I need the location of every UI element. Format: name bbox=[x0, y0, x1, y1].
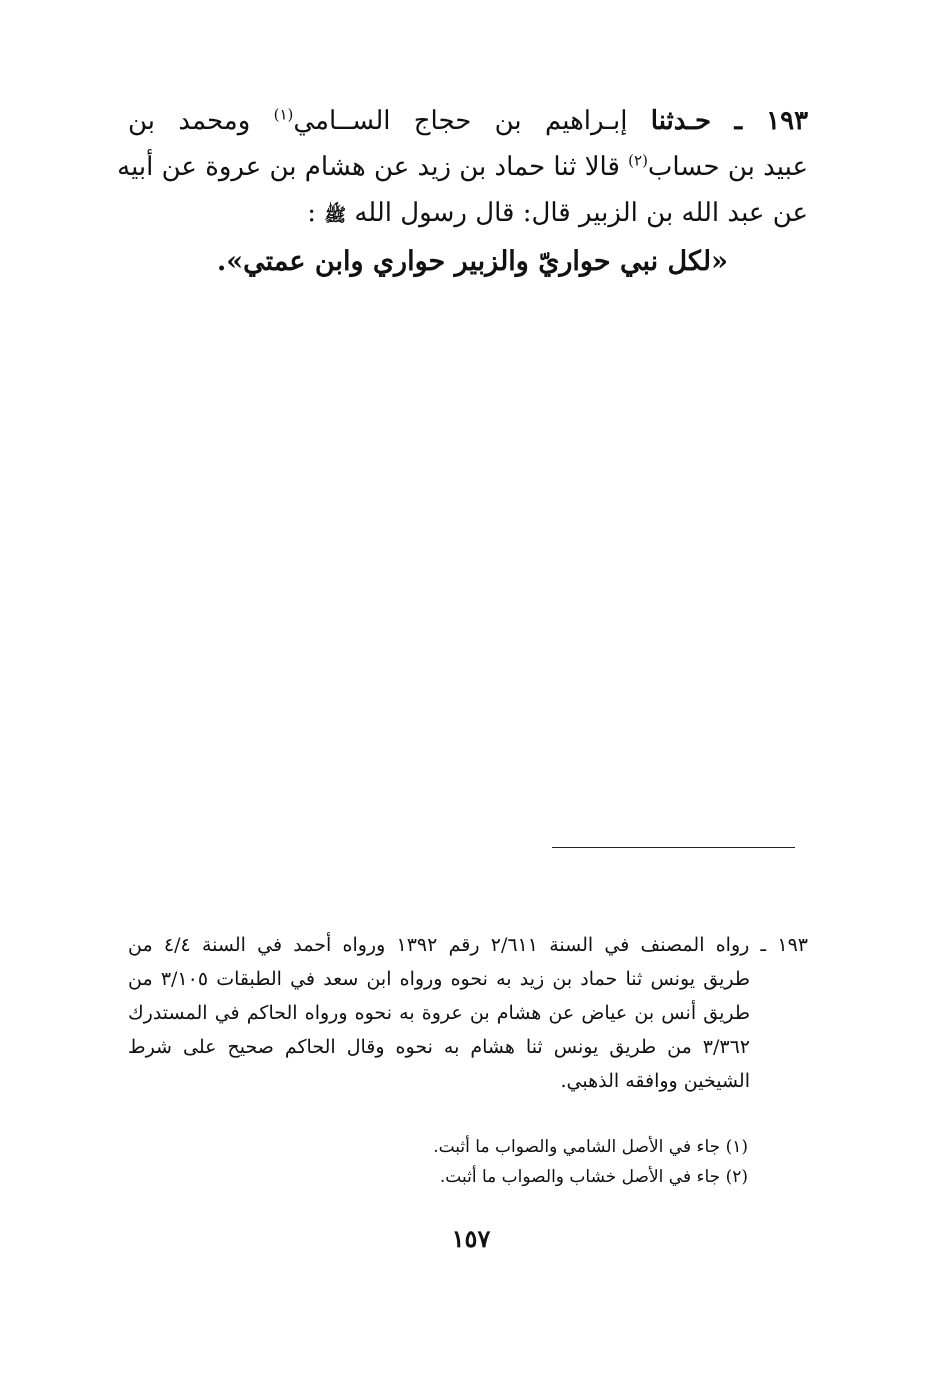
hadith-line-1 bbox=[128, 98, 808, 144]
line-end-colon: : bbox=[307, 198, 317, 228]
hadith-number: ١٩٣ ـ bbox=[734, 106, 809, 136]
takhrij-note bbox=[128, 928, 808, 1098]
footnotes bbox=[128, 1132, 778, 1192]
footnote-marker-1[interactable]: (١) bbox=[273, 105, 294, 124]
hadith-verb: حـدثنا bbox=[650, 106, 712, 136]
takhrij-line-2: طريق يونس ثنا حماد بن زيد به نحوه ورواه ابن سعد في الطبقات ٣/١٠٥ من bbox=[128, 968, 750, 990]
narrator-chain-part-1: إبـراهيم بن حجاج الســامي bbox=[293, 106, 628, 136]
takhrij-line-4: ٣/٣٦٢ من طريق يونس ثنا هشام به نحوه وقال الحاكم صحيح على شرط bbox=[128, 1036, 750, 1058]
takhrij-line-3: طريق أنس بن عياض عن هشام بن عروة به نحوه ورواه الحاكم في المستدرك bbox=[128, 1002, 750, 1024]
footnote-separator bbox=[552, 847, 795, 848]
narrator-chain-part-2: ومحمد بن bbox=[128, 106, 251, 136]
footnote-2: (٢) جاء في الأصل خشاب والصواب ما أثبت. bbox=[439, 1167, 748, 1187]
hadith-matn: «لكل نبي حواريّ والزبير حواري وابن عمتي». bbox=[216, 246, 728, 277]
narrator-chain-part-3: عبيد بن حساب bbox=[647, 152, 808, 182]
hadith-line-2 bbox=[117, 144, 808, 190]
page-number: ١٥٧ bbox=[451, 1224, 491, 1253]
hadith-line-3 bbox=[128, 190, 808, 239]
narrator-chain-part-5: عن عبد الله بن الزبير قال: قال رسول الله bbox=[354, 198, 808, 228]
takhrij-line-1: ١٩٣ ـ رواه المصنف في السنة ٢/٦١١ رقم ١٣٩٢ ورواه أحمد في السنة ٤/٤ من bbox=[128, 934, 808, 956]
hadith-text bbox=[117, 98, 809, 285]
salutation-glyph: ﷺ bbox=[324, 205, 347, 226]
narrator-chain-part-4: قالا ثنا حماد بن زيد عن هشام بن عروة عن أبيه bbox=[117, 152, 620, 182]
footnote-1: (١) جاء في الأصل الشامي والصواب ما أثبت. bbox=[433, 1137, 748, 1157]
footnote-marker-2[interactable]: (٢) bbox=[628, 151, 648, 170]
takhrij-line-5: الشيخين ووافقه الذهبي. bbox=[560, 1070, 750, 1092]
